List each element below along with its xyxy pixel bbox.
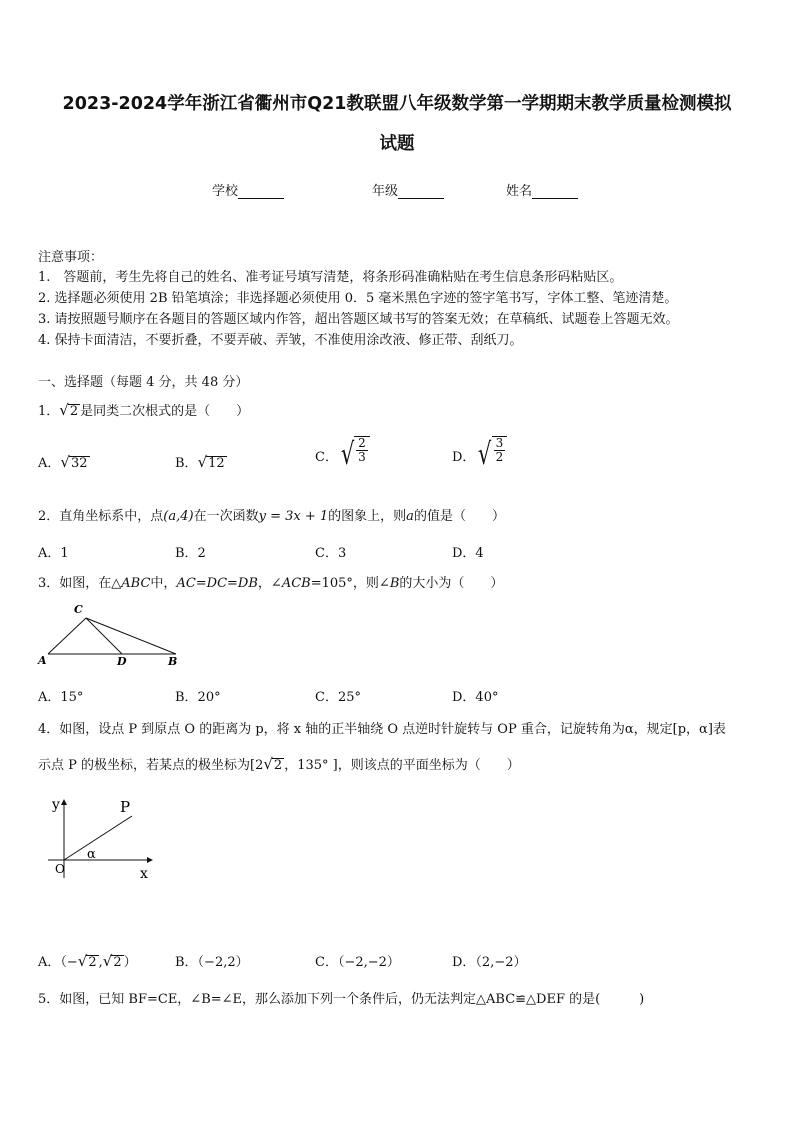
- q3-option-d[interactable]: D．40°: [452, 690, 499, 705]
- grade-label: 年级: [372, 184, 399, 199]
- label-x: x: [140, 866, 148, 882]
- q2-option-a[interactable]: A．1: [38, 546, 69, 561]
- page-title: 2023-2024学年浙江省衢州市Q21教联盟八年级数学第一学期期末教学质量检测模拟: [62, 94, 732, 114]
- segment-ac: [48, 618, 86, 654]
- label-o: O: [55, 862, 65, 876]
- label-y: y: [52, 797, 60, 813]
- question-3: 3．如图，在△ABC中，AC=DC=DB，∠ACB=105°，则∠B的大小为（ ）: [38, 576, 504, 591]
- question-4-line2: 示点 P 的极坐标，若某点的极坐标为[2 √ 2 ，135° ]，则该点的平面坐标为（ ）: [38, 755, 520, 773]
- notes-heading: 注意事项：: [38, 250, 104, 265]
- label-alpha: α: [87, 847, 96, 862]
- q1-option-a[interactable]: A． √ 32: [38, 453, 88, 471]
- label-b: B: [168, 655, 178, 668]
- q4-option-d[interactable]: D．（2,−2）: [452, 955, 527, 970]
- q2-function: y = 3x + 1: [258, 509, 329, 524]
- grade-blank[interactable]: [398, 184, 444, 199]
- q1-option-b[interactable]: B． √ 12: [175, 453, 225, 471]
- label-c: C: [74, 603, 83, 616]
- q3-option-c[interactable]: C．25°: [315, 690, 361, 705]
- label-p: P: [120, 798, 131, 816]
- question-2: 2．直角坐标系中，点(a,4)在一次函数y = 3x + 1的图象上，则a的值是（ ）: [38, 509, 505, 524]
- school-blank[interactable]: [238, 184, 284, 199]
- question-5: 5．如图，已知 BF=CE，∠B=∠E，那么添加下列一个条件后，仍无法判定△ABC≌△DEF 的是( ): [38, 992, 645, 1007]
- q4-option-a[interactable]: A．（− √ 2 , √ 2 ）: [38, 952, 137, 970]
- q2-point: (a,4): [163, 509, 194, 524]
- question-4-line1: 4．如图，设点 P 到原点 O 的距离为 p，将 x 轴的正半轴绕 O 点逆时针旋转与 OP 重合，记旋转角为α，规定[p，α]表: [38, 722, 726, 737]
- question-1: [38, 400, 249, 419]
- q3-triangle-figure: [34, 600, 184, 670]
- segment-cd: [86, 618, 122, 654]
- q1-option-c[interactable]: C． √ $\frac{2}{3}$: [315, 440, 370, 470]
- label-d: D: [117, 655, 127, 668]
- q2-option-d[interactable]: D．4: [452, 546, 484, 561]
- q1-text: 是同类二次根式的是（ ）: [80, 404, 250, 419]
- q2-option-b[interactable]: B．2: [175, 546, 206, 561]
- note-item-4: 4. 保持卡面清洁，不要折叠，不要弄破、弄皱，不准使用涂改液、修正带、刮纸刀。: [38, 333, 523, 348]
- page-title-line2: 试题: [379, 134, 415, 154]
- name-field[interactable]: [506, 180, 578, 199]
- q1-number: 1．: [38, 404, 60, 419]
- q1-option-d[interactable]: D． √ $\frac{3}{2}$: [452, 440, 507, 470]
- note-item-3: 3. 请按照题号顺序在各题目的答题区域内作答，超出答题区域书写的答案无效；在草稿纸、试题卷上答题无效。: [38, 312, 679, 327]
- section-heading: 一、选择题（每题 4 分，共 48 分）: [38, 375, 249, 390]
- q4-polar-figure: [40, 790, 170, 885]
- q2-option-c[interactable]: C．3: [315, 546, 347, 561]
- school-label: 学校: [212, 184, 239, 199]
- ray-op: [64, 816, 132, 860]
- note-item-2: 2. 选择题必须使用 2B 铅笔填涂；非选择题必须使用 0．5 毫米黑色字迹的签字笔书写，字体工整、笔迹清楚。: [38, 291, 678, 306]
- label-a: A: [38, 654, 47, 667]
- q3-option-b[interactable]: B．20°: [175, 690, 221, 705]
- name-label: 姓名: [506, 184, 533, 199]
- name-blank[interactable]: [532, 184, 578, 199]
- school-field[interactable]: [212, 180, 284, 199]
- q3-option-a[interactable]: A．15°: [38, 690, 84, 705]
- q4-option-b[interactable]: B．（−2,2）: [175, 955, 249, 970]
- grade-field[interactable]: [372, 180, 444, 199]
- q1-sqrt: √ 2: [59, 401, 79, 419]
- q4-option-c[interactable]: C．（−2,−2）: [315, 955, 400, 970]
- segment-cb: [86, 618, 176, 654]
- note-item-1: 1. 答题前，考生先将自己的姓名、准考证号填写清楚，将条形码准确粘贴在考生信息条形码粘贴区。: [38, 270, 623, 285]
